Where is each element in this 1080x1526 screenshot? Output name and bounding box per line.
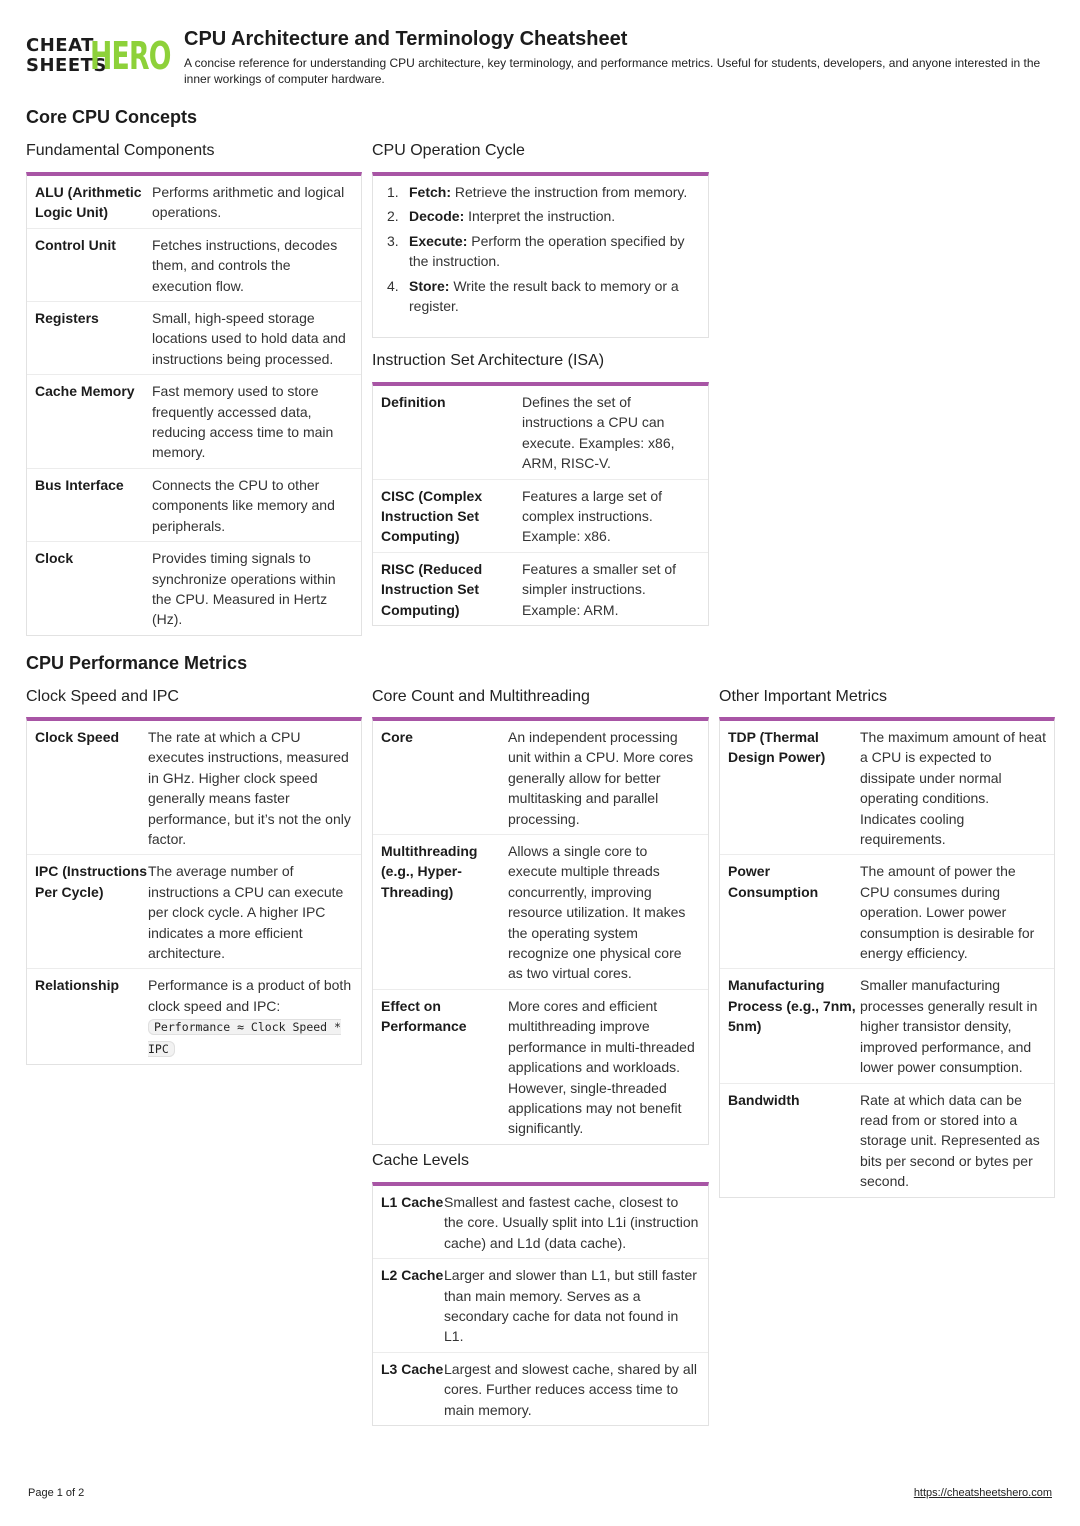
definition-text: Connects the CPU to other components like memory and peripherals. bbox=[152, 476, 335, 534]
cache-levels-table bbox=[372, 1182, 709, 1426]
definition bbox=[444, 1192, 700, 1253]
definition bbox=[152, 235, 353, 296]
definition bbox=[860, 1090, 1046, 1192]
definition bbox=[152, 475, 353, 536]
term: Clock Speed bbox=[35, 729, 120, 745]
definition-text: The average number of instructions a CPU can execute per clock cycle. A higher IPC indicates a more efficient architecture. bbox=[148, 863, 344, 962]
step-label: Store: bbox=[409, 277, 450, 294]
table-row bbox=[720, 855, 1054, 969]
term: Control Unit bbox=[35, 236, 116, 253]
definition-text: Fetches instructions, decodes them, and controls the execution flow. bbox=[152, 236, 338, 294]
definition bbox=[152, 548, 353, 630]
definition-text: Rate at which data can be read from or stored into a storage unit. Represented as bits per second or bytes per second. bbox=[860, 1091, 1040, 1190]
step-number: 2. bbox=[387, 208, 399, 225]
definition-text: The maximum amount of heat a CPU is expected to dissipate under normal operating conditions. Indicates cooling requirements. bbox=[860, 729, 1046, 848]
list-item bbox=[387, 182, 700, 202]
definition-text: More cores and efficient multithreading improve performance in multi-threaded applications and workloads. However, single-threaded applications may not benefit significantly. bbox=[508, 997, 695, 1137]
table-row bbox=[373, 1353, 708, 1425]
step-text bbox=[409, 206, 615, 226]
table-row bbox=[373, 1186, 708, 1259]
step-number: 4. bbox=[387, 277, 399, 294]
table-row bbox=[373, 990, 708, 1144]
term: CISC (Complex Instruction Set Computing) bbox=[381, 487, 483, 545]
step-description: Write the result back to memory or a register. bbox=[409, 277, 679, 315]
definition-text: Fast memory used to store frequently accessed data, reducing access time to main memory. bbox=[152, 383, 334, 461]
site-link[interactable]: https://cheatsheetshero.com bbox=[913, 1487, 1052, 1499]
definition bbox=[508, 727, 700, 829]
step-text bbox=[409, 231, 700, 272]
term: TDP (Thermal Design Power) bbox=[728, 729, 826, 766]
table-row bbox=[720, 1084, 1054, 1197]
definition bbox=[152, 182, 353, 223]
step-number: 1. bbox=[387, 184, 399, 200]
card-title-clock: Clock Speed and IPC bbox=[26, 688, 179, 705]
card-title-fundamental: Fundamental Components bbox=[26, 142, 215, 159]
card-title-cycle: CPU Operation Cycle bbox=[372, 142, 525, 159]
term: Clock bbox=[35, 550, 74, 567]
definition bbox=[148, 861, 353, 963]
cpu-operation-cycle-list bbox=[372, 172, 709, 338]
definition-text: The amount of power the CPU consumes during operation. Lower power consumption is desirable for energy efficiency. bbox=[860, 863, 1035, 962]
definition bbox=[522, 486, 700, 547]
table-row bbox=[373, 480, 708, 553]
definition-text: Allows a single core to execute multiple threads concurrently, improving resource utilization. It makes the operating system recognize one physical core as two virtual cores. bbox=[508, 843, 686, 982]
isa-table bbox=[372, 382, 709, 626]
formula-code: Performance ≈ Clock Speed * IPC bbox=[148, 1020, 341, 1056]
table-row bbox=[373, 553, 708, 625]
table-row bbox=[27, 721, 361, 855]
page-title: CPU Architecture and Terminology Cheatsheet bbox=[184, 28, 628, 50]
table-row bbox=[27, 375, 361, 469]
definition bbox=[508, 996, 700, 1139]
table-row bbox=[27, 855, 361, 969]
section-title-performance: CPU Performance Metrics bbox=[26, 653, 248, 673]
term: Relationship bbox=[35, 977, 120, 994]
term: RISC (Reduced Instruction Set Computing) bbox=[381, 560, 483, 618]
clock-speed-ipc-table bbox=[26, 717, 362, 1065]
term: L1 Cache bbox=[381, 1194, 444, 1210]
definition-text: Defines the set of instructions a CPU can execute. Examples: x86, ARM, RISC-V. bbox=[522, 394, 675, 472]
definition bbox=[522, 392, 700, 474]
page-subtitle: A concise reference for understanding CPU architecture, key terminology, and performance metrics. Useful for students, developers, and anyone interested in the inner workings of computer hardware. bbox=[184, 56, 1041, 86]
list-item bbox=[387, 231, 700, 272]
definition bbox=[444, 1359, 700, 1420]
definition-text: The rate at which a CPU executes instructions, measured in GHz. Higher clock speed generally means faster performance, but it’s not the only factor. bbox=[148, 729, 351, 848]
step-description: Retrieve the instruction from memory. bbox=[454, 184, 688, 200]
definition bbox=[860, 727, 1046, 849]
definition-text: Largest and slowest cache, shared by all cores. Further reduces access time to main memory. bbox=[444, 1360, 697, 1418]
definition bbox=[860, 861, 1046, 963]
term: Registers bbox=[35, 310, 99, 327]
definition-text: An independent processing unit within a CPU. More cores generally allow for better multitasking and parallel processing. bbox=[508, 729, 694, 827]
definition bbox=[148, 975, 353, 1059]
term: Bus Interface bbox=[35, 476, 124, 493]
step-label: Execute: bbox=[409, 232, 468, 249]
definition bbox=[444, 1265, 700, 1347]
card-title-cache: Cache Levels bbox=[372, 1152, 469, 1169]
table-row bbox=[27, 176, 361, 229]
term: Definition bbox=[381, 394, 446, 410]
term: L2 Cache bbox=[381, 1267, 444, 1284]
fundamental-components-table bbox=[26, 172, 362, 636]
step-text bbox=[409, 182, 687, 202]
step-label: Fetch: bbox=[409, 184, 451, 200]
definition-text: Smallest and fastest cache, closest to the core. Usually split into L1i (instruction cache) and L1d (data cache). bbox=[444, 1194, 699, 1251]
other-metrics-table bbox=[719, 717, 1055, 1198]
table-row bbox=[720, 721, 1054, 855]
term: L3 Cache bbox=[381, 1360, 444, 1377]
definition bbox=[148, 727, 353, 849]
step-text bbox=[409, 276, 700, 317]
card-title-cores: Core Count and Multithreading bbox=[372, 688, 590, 705]
definition-text: Features a smaller set of simpler instructions. Example: ARM. bbox=[522, 560, 677, 618]
logo-hero: HERO bbox=[90, 34, 171, 78]
definition bbox=[508, 841, 700, 984]
definition-text: Performance is a product of both clock speed and IPC: bbox=[148, 977, 352, 1014]
list-item bbox=[387, 206, 700, 226]
table-row bbox=[373, 386, 708, 480]
page-number: Page 1 of 2 bbox=[28, 1487, 85, 1499]
term: Multithreading (e.g., Hyper-Threading) bbox=[381, 843, 478, 900]
definition bbox=[152, 381, 353, 463]
table-row bbox=[27, 469, 361, 542]
table-row bbox=[720, 969, 1054, 1083]
term: IPC (Instructions Per Cycle) bbox=[35, 863, 148, 900]
step-description: Interpret the instruction. bbox=[468, 208, 616, 225]
step-number: 3. bbox=[387, 232, 399, 249]
page-header bbox=[26, 28, 1056, 92]
definition bbox=[522, 559, 700, 620]
definition-text: Smaller manufacturing processes generally result in higher transistor density, improved performance, and lower power consumption. bbox=[860, 977, 1038, 1076]
table-row bbox=[27, 969, 361, 1064]
card-title-isa: Instruction Set Architecture (ISA) bbox=[372, 352, 605, 369]
step-label: Decode: bbox=[409, 208, 465, 225]
section-title-core-concepts: Core CPU Concepts bbox=[26, 107, 198, 127]
term: Cache Memory bbox=[35, 383, 135, 400]
term: ALU (Arithmetic Logic Unit) bbox=[35, 184, 142, 221]
definition-text: Provides timing signals to synchronize operations within the CPU. Measured in Hertz (Hz). bbox=[152, 550, 336, 628]
table-row bbox=[373, 835, 708, 990]
definition-text: Features a large set of complex instructions. Example: x86. bbox=[522, 487, 663, 545]
definition-text: Small, high-speed storage locations used to hold data and instructions being processed. bbox=[152, 310, 346, 367]
definition bbox=[152, 308, 353, 369]
list-item bbox=[387, 276, 700, 317]
term: Effect on Performance bbox=[381, 997, 467, 1035]
card-title-other: Other Important Metrics bbox=[719, 688, 888, 705]
definition bbox=[860, 975, 1046, 1077]
table-row bbox=[373, 1259, 708, 1353]
table-row bbox=[27, 229, 361, 302]
step-description: Perform the operation specified by the instruction. bbox=[409, 232, 685, 270]
term: Power Consumption bbox=[728, 863, 819, 900]
table-row bbox=[373, 721, 708, 835]
definition-text: Performs arithmetic and logical operations. bbox=[152, 184, 345, 221]
term: Manufacturing Process (e.g., 7nm, 5nm) bbox=[728, 977, 856, 1035]
core-count-table bbox=[372, 717, 709, 1145]
term: Bandwidth bbox=[728, 1091, 800, 1108]
table-row bbox=[27, 542, 361, 635]
definition-text: Larger and slower than L1, but still faster than main memory. Serves as a secondary cache for data not found in L1. bbox=[444, 1267, 697, 1345]
logo-text: CHEAT SHEETS bbox=[26, 35, 107, 76]
term: Core bbox=[381, 729, 413, 745]
cheatsheetshero-logo[interactable] bbox=[26, 34, 171, 80]
table-row bbox=[27, 302, 361, 375]
